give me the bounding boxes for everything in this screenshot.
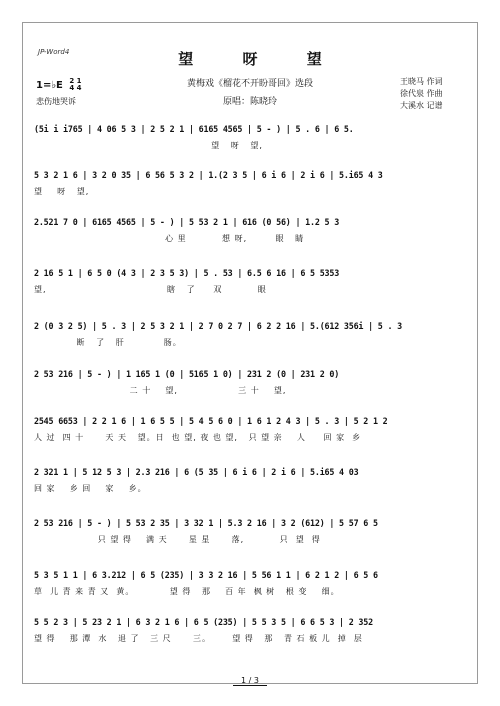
credit-transcriber: 大溪水 记谱 <box>400 101 443 110</box>
score-system <box>34 369 466 396</box>
page-footer <box>0 676 500 685</box>
notation-line: 2 (0 3 2 5) | 5 . 3 | 2 5 3 2 1 | 2 7 0 2 7 | 6 2 2 16 | 5.(612 356i | 5 . 3 <box>34 321 403 331</box>
notation-line: 5 3 2 1 6 | 3 2 0 35 | 6 56 5 3 2 | 1.(2 3 5 | 6 i 6 | 2 i 6 | 5.i65 4 3 <box>34 170 383 180</box>
score-system <box>34 170 466 197</box>
lyrics-line: 二 十 望, 三 十 望, <box>34 386 287 395</box>
notation-line: 2 53 216 | 5 - ) | 5 53 2 35 | 3 32 1 | 5.3 2 16 | 3 2 (612) | 5 57 6 5 <box>34 518 378 528</box>
credit-lyricist: 王晓马 作词 <box>400 77 443 86</box>
lyrics-line: 望 呀 望, <box>34 141 263 150</box>
score-system <box>34 617 466 644</box>
lyrics-line: 断 了 肝 肠。 <box>34 338 182 347</box>
notation-line: 2.521 7 0 | 6165 4565 | 5 - ) | 5 53 2 1 | 616 (0 56) | 1.2 5 3 <box>34 217 340 227</box>
page-number: 1 / 3 <box>233 676 267 686</box>
lyrics-line: 心 里 想 呀, 眼 睛 <box>34 234 305 243</box>
notation-line: 5 3 5 1 1 | 6 3.212 | 6 5 (235) | 3 3 2 16 | 5 56 1 1 | 6 2 1 2 | 6 5 6 <box>34 570 378 580</box>
expression-mark: 悲伤地哭诉 <box>36 97 76 106</box>
meter-top: 2 1 <box>69 77 82 85</box>
notation-line: 2545 6653 | 2 2 1 6 | 1 6 5 5 | 5 4 5 6 0 | 1 6 1 2 4 3 | 5 . 3 | 5 2 1 2 <box>34 416 388 426</box>
score-system <box>34 268 466 295</box>
credits <box>400 76 443 112</box>
score-system <box>34 124 466 151</box>
notation-line: 2 16 5 1 | 6 5 0 (4 3 | 2 3 5 3) | 5 . 53 | 6.5 6 16 | 6 5 5353 <box>34 268 340 278</box>
notation-line: 2 53 216 | 5 - ) | 1 165 1 (0 | 5165 1 0) | 231 2 (0 | 231 2 0) <box>34 369 340 379</box>
lyrics-line: 草 儿 青 来 青 又 黄。 望 得 那 百 年 枫 树 根 变 细。 <box>34 587 340 596</box>
notation-line: 5 5 2 3 | 5 23 2 1 | 6 3 2 1 6 | 6 5 (235) | 5 5 3 5 | 6 6 5 3 | 2 352 <box>34 617 373 627</box>
song-title: 望 呀 望 <box>178 50 344 68</box>
opera-subtitle: 黄梅戏《榴花不开盼哥回》选段 <box>186 79 313 89</box>
score-system <box>34 518 466 545</box>
lyrics-line: 望, 瞎 了 双 眼 <box>34 285 267 294</box>
score-system <box>34 467 466 494</box>
lyrics-line: 人 过 四 十 天 天 望。日 也 望, 夜 也 望, 只 望 亲 人 回 家 乡 <box>34 433 362 442</box>
score-system <box>34 321 466 348</box>
credit-composer: 徐代泉 作曲 <box>400 89 443 98</box>
meter-bottom: 4 4 <box>69 84 82 92</box>
source-label: JP-Word4 <box>38 48 70 56</box>
original-singer: 原唱：陈晓玲 <box>222 97 277 107</box>
notation-line: (5i i i765 | 4 06 5 3 | 2 5 2 1 | 6165 4565 | 5 - ) | 5 . 6 | 6 5. <box>34 124 354 134</box>
notation-line: 2 321 1 | 5 12 5 3 | 2.3 216 | 6 (5 35 | 6 i 6 | 2 i 6 | 5.i65 4 03 <box>34 467 359 477</box>
key-label: 1=♭E <box>36 80 63 91</box>
lyrics-line: 只 望 得 满 天 星 星 落, 只 望 得 <box>34 535 321 544</box>
lyrics-line: 望 得 那 潭 水 退 了 三 尺 三。 望 得 那 青 石 板 儿 掉 层 <box>34 634 363 643</box>
lyrics-line: 望 呀 望, <box>34 187 90 196</box>
score-system <box>34 217 466 244</box>
score-system <box>34 570 466 597</box>
score-system <box>34 416 466 443</box>
lyrics-line: 回 家 乡 回 家 乡。 <box>34 484 147 493</box>
